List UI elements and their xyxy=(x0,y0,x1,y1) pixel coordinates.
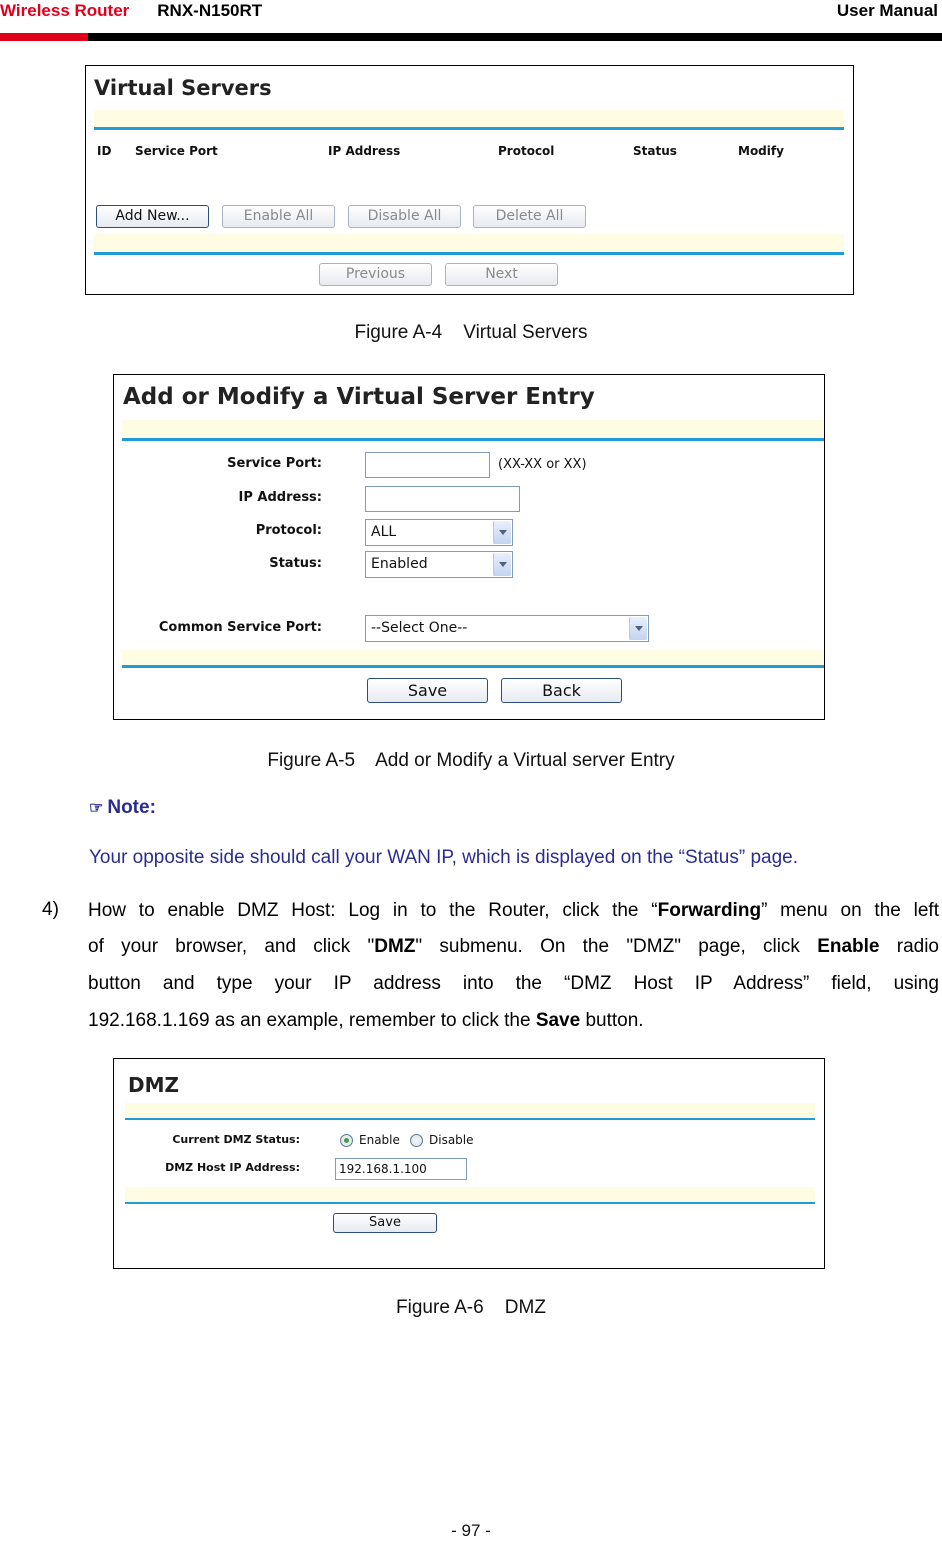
footer-band xyxy=(94,234,844,252)
footer-rule xyxy=(94,252,844,255)
pointing-hand-icon: ☞ xyxy=(89,800,104,817)
chevron-down-icon[interactable] xyxy=(493,553,511,576)
ip-address-input[interactable] xyxy=(365,486,520,512)
previous-button[interactable]: Previous xyxy=(319,263,432,286)
status-select[interactable] xyxy=(365,551,513,578)
dmz-title: DMZ xyxy=(128,1073,180,1097)
caption-a6: Figure A-6 DMZ xyxy=(396,1297,546,1318)
footer-band xyxy=(125,1187,815,1203)
dmz-host-ip-label: DMZ Host IP Address: xyxy=(165,1161,300,1174)
header-rule-accent xyxy=(0,33,88,41)
caption-a4: Figure A-4 Virtual Servers xyxy=(354,322,588,343)
back-button[interactable]: Back xyxy=(501,678,622,703)
figure-virtual-servers xyxy=(85,65,854,295)
col-id: ID xyxy=(97,144,112,158)
bold-enable: Enable xyxy=(817,936,880,957)
page-number: - 97 - xyxy=(451,1521,491,1540)
title-rule xyxy=(122,438,825,441)
note-label: Note: xyxy=(107,797,156,818)
doc-header-left xyxy=(0,0,262,22)
note-heading xyxy=(89,797,156,819)
note-text: Your opposite side should call your WAN IP, which is displayed on the “Status” page. xyxy=(89,847,799,868)
add-entry-title: Add or Modify a Virtual Server Entry xyxy=(123,384,595,410)
save-button[interactable]: Save xyxy=(367,678,488,703)
disable-radio[interactable] xyxy=(410,1134,423,1147)
text-run: " submenu. On the "DMZ" page, click xyxy=(415,936,818,957)
text-run: How to enable DMZ Host: Log in to the Router, click the “ xyxy=(88,900,658,921)
common-service-port-label: Common Service Port: xyxy=(158,620,322,635)
col-service-port: Service Port xyxy=(135,144,218,158)
common-service-port-select[interactable] xyxy=(365,615,649,642)
enable-radio[interactable] xyxy=(340,1134,353,1147)
header-manual: User Manual xyxy=(836,1,938,20)
common-service-port-value: --Select One-- xyxy=(371,620,468,636)
text-run: radio xyxy=(879,936,939,957)
footer-rule xyxy=(125,1202,815,1204)
bold-save: Save xyxy=(535,1010,581,1031)
col-ip-address: IP Address xyxy=(328,144,401,158)
step4-line-3 xyxy=(88,966,939,1002)
title-band xyxy=(125,1103,815,1119)
disable-label: Disable xyxy=(429,1133,474,1147)
footer-band xyxy=(122,650,825,666)
col-status: Status xyxy=(633,144,677,158)
step4-line-2 xyxy=(88,929,939,965)
chevron-down-icon[interactable] xyxy=(629,617,647,640)
enable-label: Enable xyxy=(359,1133,400,1147)
service-port-input[interactable] xyxy=(365,452,490,478)
protocol-value: ALL xyxy=(371,524,397,540)
col-modify: Modify xyxy=(738,144,784,158)
virtual-servers-title: Virtual Servers xyxy=(94,76,272,100)
title-band xyxy=(122,420,825,438)
footer-rule xyxy=(122,665,825,668)
text-run: of your browser, and click " xyxy=(88,936,375,957)
title-rule xyxy=(94,127,844,130)
title-rule xyxy=(125,1118,815,1120)
disable-all-button[interactable]: Disable All xyxy=(348,205,461,228)
step4-line-1 xyxy=(88,893,939,929)
figure-dmz xyxy=(113,1058,825,1269)
bold-forwarding: Forwarding xyxy=(657,900,762,921)
ip-address-label: IP Address: xyxy=(238,490,322,505)
bold-dmz: DMZ xyxy=(374,936,416,957)
add-new-button[interactable]: Add New... xyxy=(96,205,209,228)
enable-all-button[interactable]: Enable All xyxy=(222,205,335,228)
service-port-hint: (XX-XX or XX) xyxy=(498,457,587,472)
protocol-select[interactable] xyxy=(365,519,513,546)
header-brand: Wireless Router xyxy=(0,1,130,20)
delete-all-button[interactable]: Delete All xyxy=(473,205,586,228)
chevron-down-icon[interactable] xyxy=(493,521,511,544)
caption-a5: Figure A-5 Add or Modify a Virtual server Entry xyxy=(267,750,675,771)
protocol-label: Protocol: xyxy=(255,523,322,538)
title-band xyxy=(94,110,844,128)
text-run: ” menu on the left xyxy=(761,900,939,921)
text-run: button. xyxy=(580,1010,644,1031)
figure-add-virtual-server xyxy=(113,374,825,720)
header-rule xyxy=(0,33,942,41)
step4-line-4 xyxy=(88,1003,939,1039)
dmz-host-ip-input[interactable]: 192.168.1.100 xyxy=(335,1158,467,1180)
dmz-status-label: Current DMZ Status: xyxy=(172,1133,300,1146)
service-port-label: Service Port: xyxy=(227,456,322,471)
text-run: 192.168.1.169 as an example, remember to click the xyxy=(88,1010,536,1031)
text-run: button and type your IP address into the “DMZ Host IP Address” field, using xyxy=(88,973,939,994)
step-number: 4) xyxy=(42,899,59,920)
col-protocol: Protocol xyxy=(498,144,555,158)
status-label: Status: xyxy=(269,556,322,571)
dmz-save-button[interactable]: Save xyxy=(333,1213,437,1233)
status-value: Enabled xyxy=(371,556,428,572)
header-model: RNX-N150RT xyxy=(157,1,263,20)
next-button[interactable]: Next xyxy=(445,263,558,286)
